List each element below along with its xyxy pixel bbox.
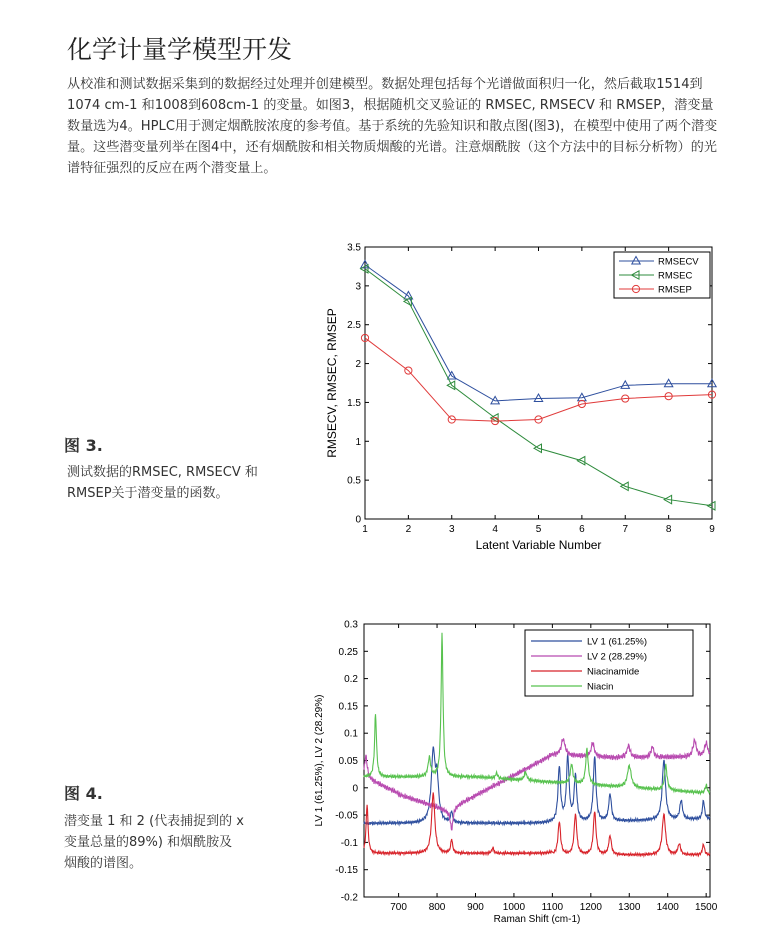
y-tick-label: 0 [352, 783, 358, 795]
x-tick-label: 1300 [618, 902, 641, 913]
x-tick-label: 1500 [695, 902, 718, 913]
y-tick-label: -0.2 [340, 892, 358, 904]
y-tick-label: 1.5 [347, 397, 361, 409]
page-title: 化学计量学模型开发 [67, 35, 293, 64]
x-axis-label: Raman Shift (cm-1) [493, 914, 581, 925]
x-tick-label: 1 [362, 524, 368, 535]
x-tick-label: 5 [535, 524, 542, 535]
x-tick-label: 700 [390, 902, 407, 913]
x-tick-label: 3 [448, 524, 455, 535]
x-tick-label: 1100 [541, 902, 564, 913]
legend-label-rmsecv: RMSECV [658, 256, 699, 268]
figure3-label: 图 3. [64, 436, 103, 455]
legend-label: LV 1 (61.25%) [587, 636, 648, 648]
y-tick-label: 2 [355, 359, 361, 371]
y-tick-label: 0.25 [338, 646, 358, 658]
y-tick-label: -0.1 [340, 837, 358, 849]
x-tick-label: 9 [709, 524, 715, 535]
y-axis-label: RMSECV, RMSEC, RMSEP [325, 308, 339, 458]
legend-label: LV 2 (28.29%) [587, 651, 648, 663]
y-tick-label: 2.5 [347, 320, 361, 332]
x-tick-label: 8 [665, 524, 672, 535]
x-tick-label: 2 [405, 524, 412, 535]
y-axis-label: LV 1 (61.25%), LV 2 (28.29%) [314, 694, 325, 827]
y-tick-label: 0 [355, 514, 361, 526]
x-tick-label: 800 [428, 902, 446, 913]
x-axis-label: Latent Variable Number [475, 538, 602, 552]
y-tick-label: 0.1 [344, 728, 358, 740]
legend-label-rmsep: RMSEP [658, 284, 692, 296]
x-tick-label: 6 [579, 524, 585, 535]
y-tick-label: -0.05 [335, 810, 358, 822]
y-tick-label: 1 [355, 436, 361, 448]
y-tick-label: 0.3 [344, 619, 358, 631]
legend-label: Niacinamide [587, 666, 640, 678]
y-tick-label: 0.05 [338, 756, 358, 767]
x-tick-label: 1400 [656, 902, 679, 913]
y-tick-label: 0.15 [338, 701, 358, 713]
figure4-caption: 潜变量 1 和 2 (代表捕捉到的 x 变量总量的89%) 和烟酰胺及烟酸的谱图。 [64, 814, 244, 871]
x-tick-label: 7 [622, 524, 629, 535]
legend-label: Niacin [587, 681, 614, 693]
intro-paragraph: 从校准和测试数据采集到的数据经过处理并创建模型。数据处理包括每个光谱做面积归一化，然后截取1514到1074 cm-1 和1008到608cm-1 的变量。如图3，根据随机交叉验证的 RMSEC, RMSECV 和 RMSEP，潜变量数量选为4。HPLC用于测定烟酰胺浓度的参考值。基于系统的先验知识和散点图(图3)，在模型中使用了两个潜变量。这些潜变量列举在图4中，还有烟酰胺和相关物质烟酸的光谱。注意烟酰胺（这个方法中的目标分析物）的光谱特征强烈的反应在两个潜变量上。 [67, 77, 718, 176]
x-tick-label: 1000 [502, 902, 526, 913]
y-tick-label: 3.5 [347, 242, 361, 254]
y-tick-label: -0.15 [335, 865, 358, 877]
x-tick-label: 900 [467, 902, 484, 913]
figure4-label: 图 4. [64, 784, 103, 803]
legend-label-rmsec: RMSEC [658, 270, 693, 282]
figure3-caption: 测试数据的RMSEC, RMSECV 和 RMSEP关于潜变量的函数。 [67, 465, 258, 501]
y-tick-label: 3 [355, 281, 361, 293]
y-tick-label: 0.2 [344, 674, 358, 686]
x-tick-label: 4 [492, 524, 498, 535]
y-tick-label: 0.5 [347, 475, 361, 487]
x-tick-label: 1200 [579, 902, 602, 913]
